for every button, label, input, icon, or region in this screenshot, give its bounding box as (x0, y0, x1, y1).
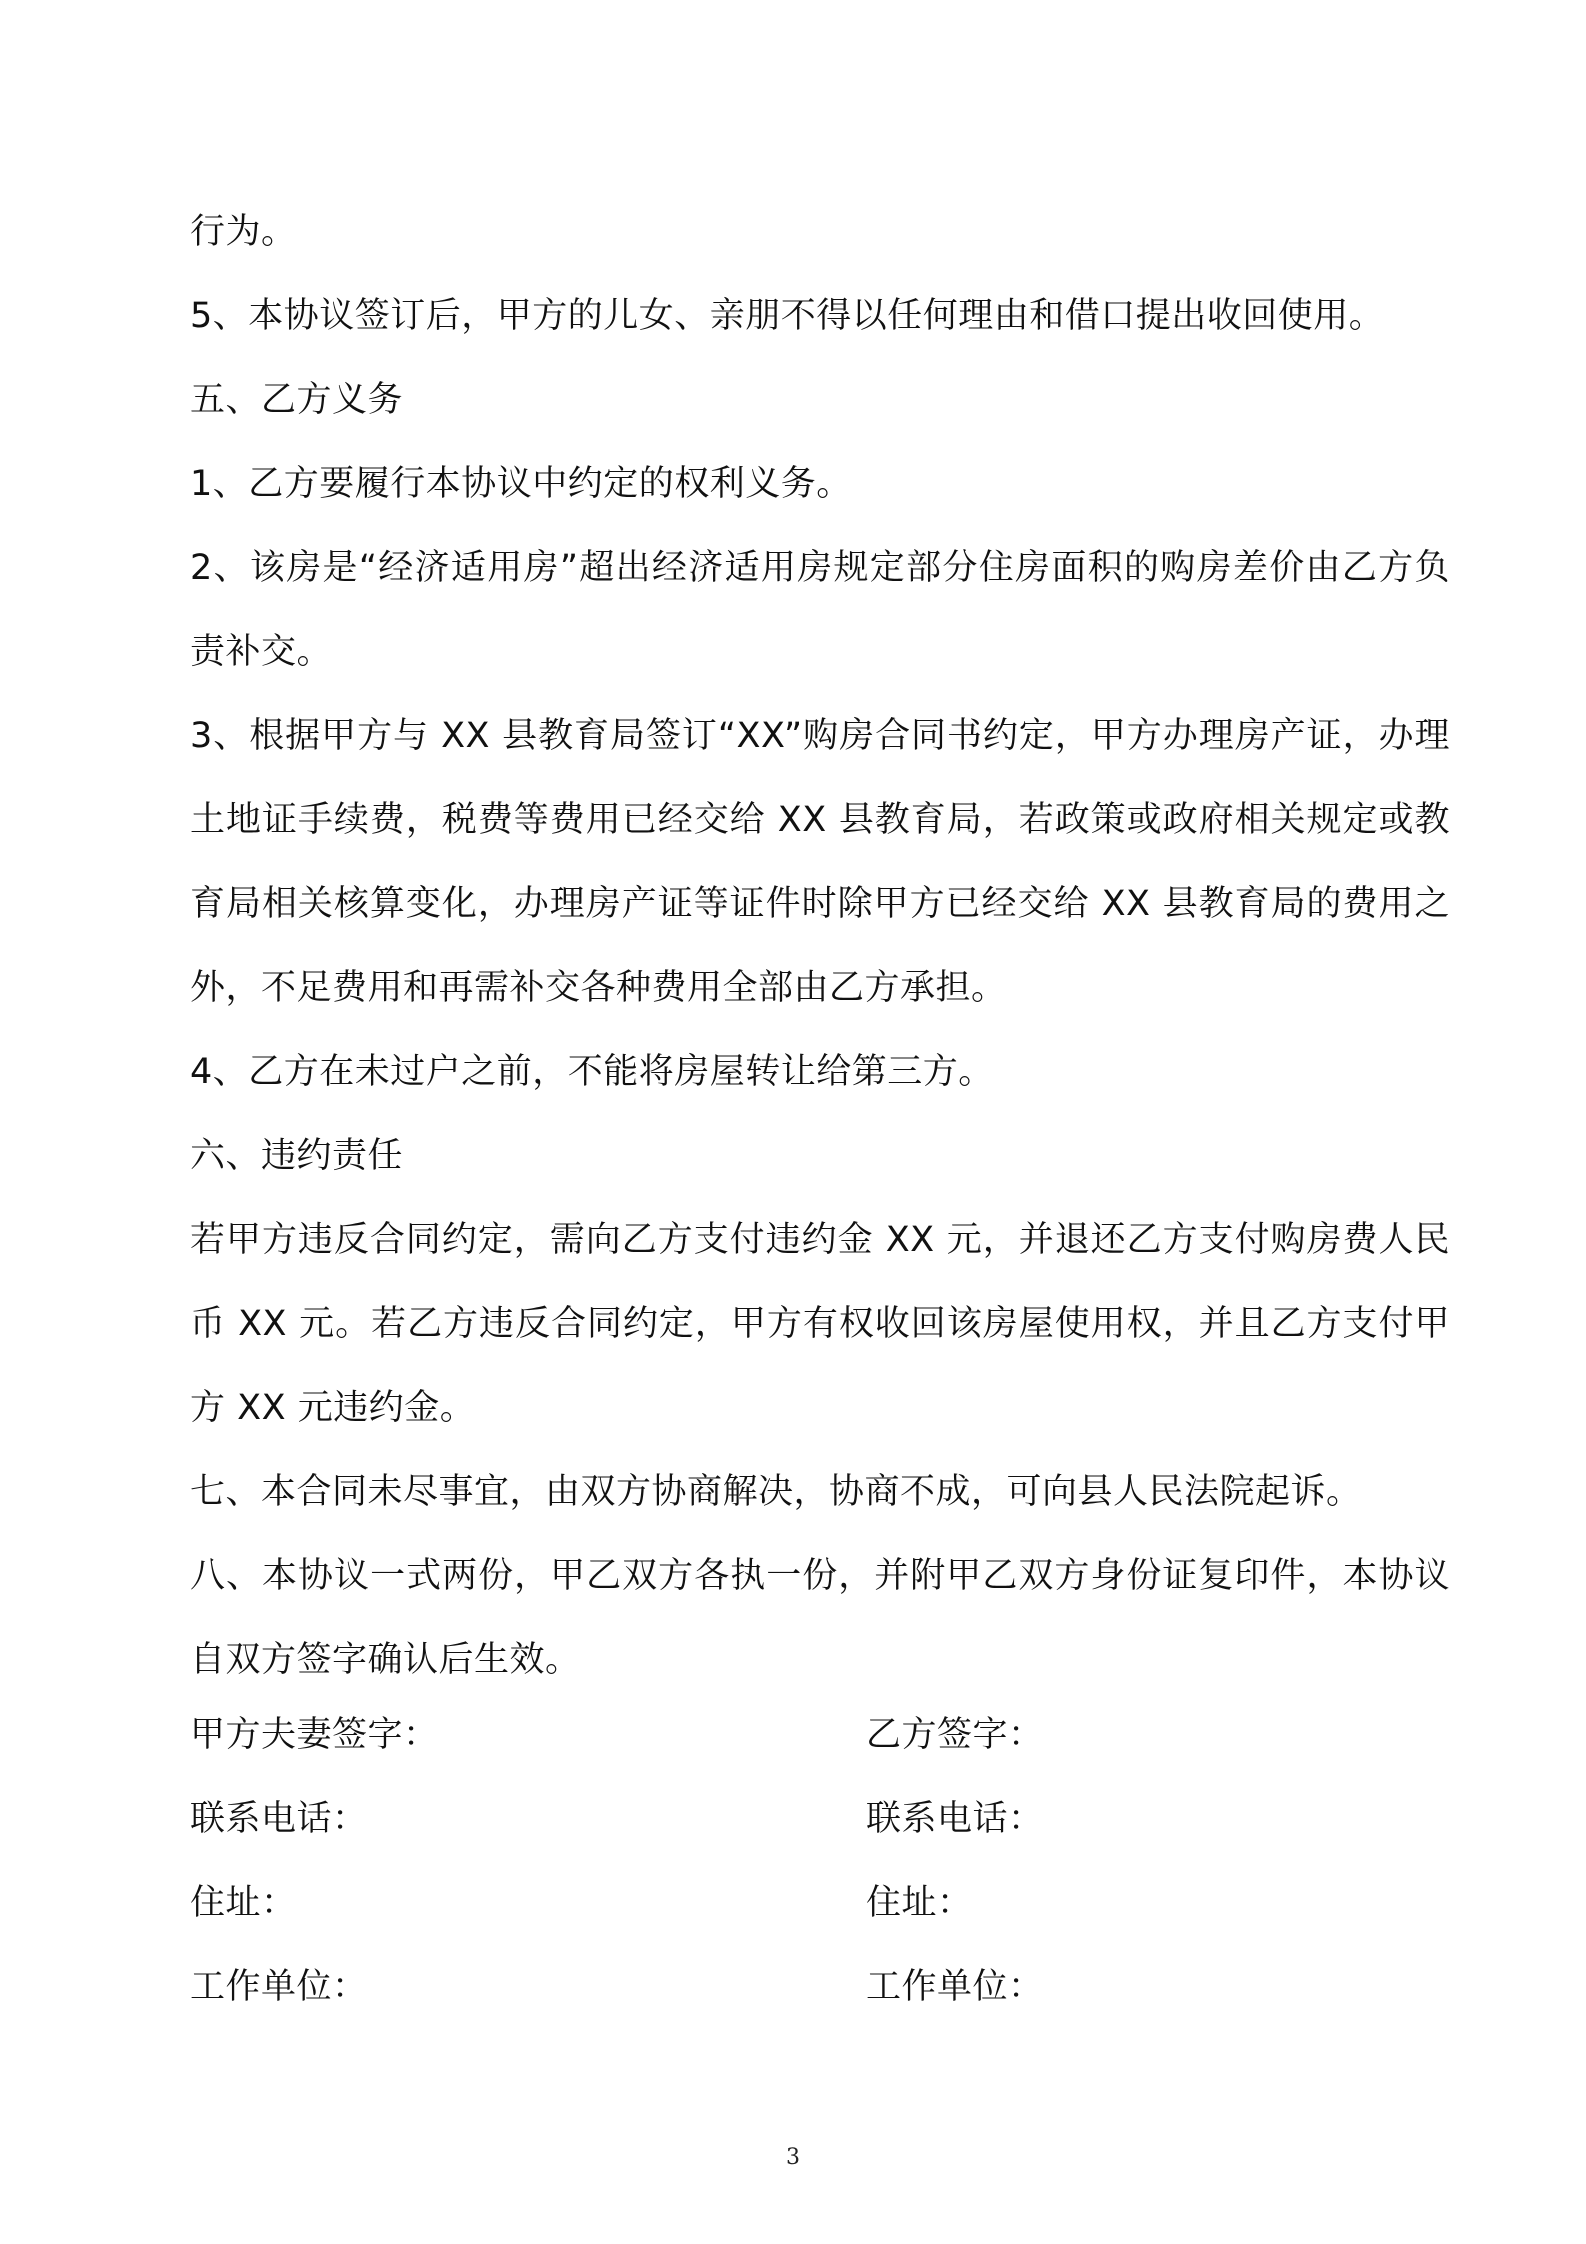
clause-8-text: 八、本协议一式两份，甲乙双方各执一份，并附甲乙双方身份证复印件，本协议自双方签字确认后生效。 (190, 1556, 1450, 1680)
signature-row-work (190, 1942, 1450, 2026)
clause-7-text: 七、本合同未尽事宜，由双方协商解决，协商不成，可向县人民法院起诉。 (190, 1472, 1362, 1512)
signature-row-phone (190, 1774, 1450, 1858)
party-a-work-label: 工作单位： (190, 1967, 368, 2007)
clause-5-item-4: 4、乙方在未过户之前，不能将房屋转让给第三方。 (190, 1052, 994, 1092)
clause-5-item-1: 1、乙方要履行本协议中约定的权利义务。 (190, 464, 852, 504)
signature-row-address (190, 1858, 1450, 1942)
clause-5-item-2: 2、该房是“经济适用房”超出经济适用房规定部分住房面积的购房差价由乙方负责补交。 (190, 548, 1450, 672)
clause-6-text: 若甲方违反合同约定，需向乙方支付违约金 XX 元，并退还乙方支付购房费人民币 XX 元。若乙方违反合同约定，甲方有权收回该房屋使用权，并且乙方支付甲方 XX 元违约金。 (190, 1220, 1450, 1428)
party-a-phone-label: 联系电话： (190, 1799, 368, 1839)
agreement-body (190, 190, 1450, 1702)
page-number: 3 (786, 2145, 800, 2170)
section-heading-breach-liability: 六、违约责任 (190, 1136, 404, 1176)
clause-4-item-5: 5、本协议签订后，甲方的儿女、亲朋不得以任何理由和借口提出收回使用。 (190, 296, 1385, 336)
clause-5-item-3: 3、根据甲方与 XX 县教育局签订“XX”购房合同书约定，甲方办理房产证，办理土地证手续费，税费等费用已经交给 XX 县教育局，若政策或政府相关规定或教育局相关核算变化，办理房产证等证件时除甲方已经交给 XX 县教育局的费用之外，不足费用和再需补交各种费用全部由乙方承担。 (190, 716, 1450, 1008)
party-b-sign-label: 乙方签字： (866, 1715, 1044, 1755)
party-a-address-label: 住址： (190, 1883, 297, 1923)
party-b-work-label: 工作单位： (866, 1967, 1044, 2007)
signature-block (190, 1690, 1450, 2026)
section-heading-party-b-duties: 五、乙方义务 (190, 380, 404, 420)
party-b-address-label: 住址： (866, 1883, 973, 1923)
party-b-phone-label: 联系电话： (866, 1799, 1044, 1839)
signature-row-sign (190, 1690, 1450, 1774)
party-a-sign-label: 甲方夫妻签字： (190, 1715, 439, 1755)
paragraph-continuation: 行为。 (190, 212, 297, 252)
